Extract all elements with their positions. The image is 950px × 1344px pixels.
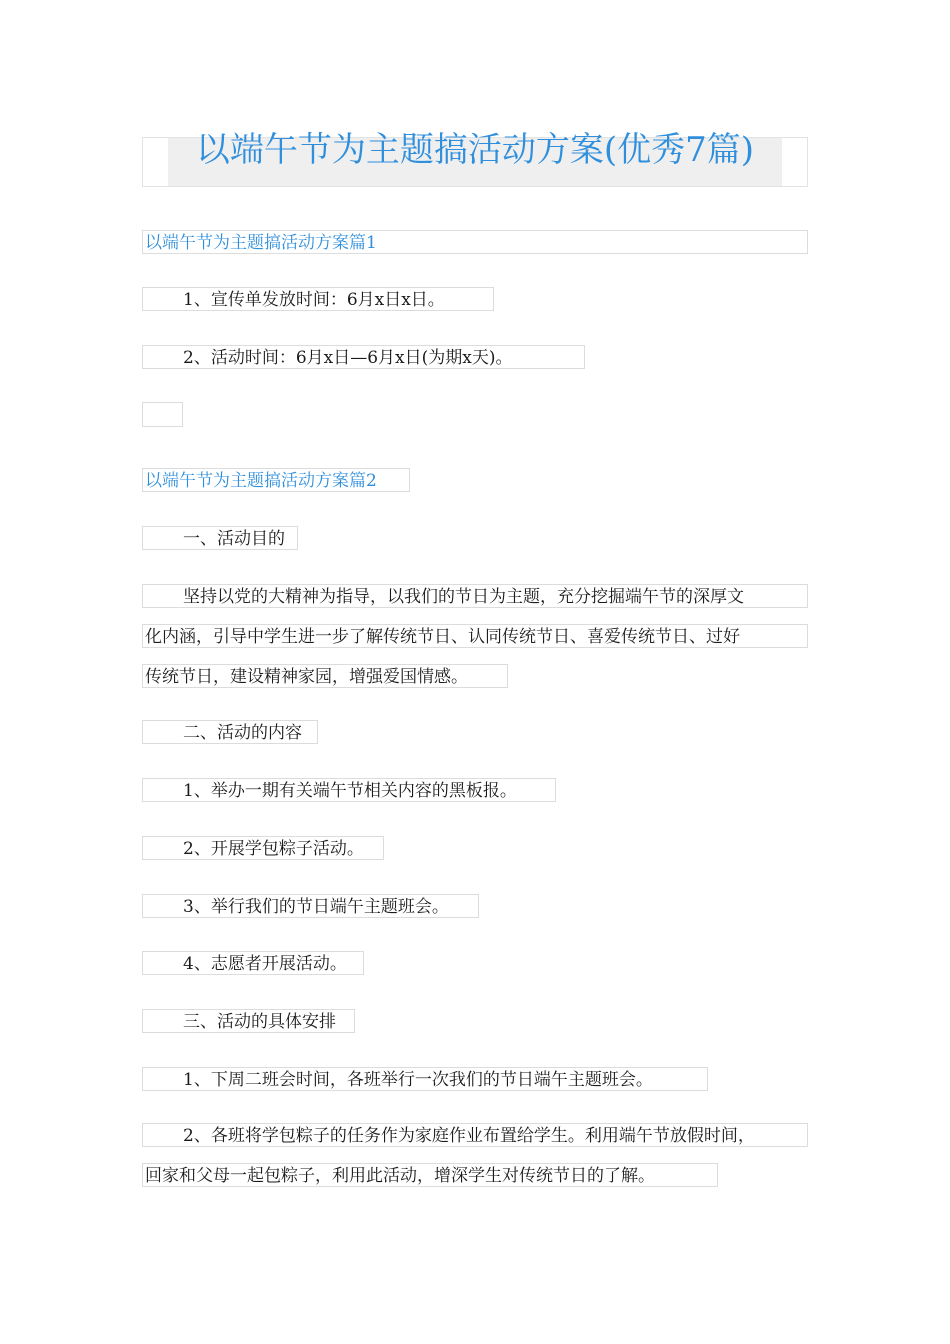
subheading: 三、活动的具体安排 [142, 1009, 355, 1033]
subheading: 一、活动目的 [142, 526, 298, 550]
list-item: 4、志愿者开展活动。 [142, 951, 364, 975]
paragraph: 传统节日，建设精神家园，增强爱国情感。 [142, 664, 508, 688]
list-item: 3、举行我们的节日端午主题班会。 [142, 894, 479, 918]
list-item: 1、下周二班会时间，各班举行一次我们的节日端午主题班会。 [142, 1067, 708, 1091]
empty-box [142, 402, 183, 427]
subheading: 二、活动的内容 [142, 720, 318, 744]
paragraph: 1、宣传单发放时间：6月x日x日。 [142, 287, 494, 311]
paragraph: 回家和父母一起包粽子，利用此活动，增深学生对传统节日的了解。 [142, 1163, 718, 1187]
list-item: 2、开展学包粽子活动。 [142, 836, 384, 860]
list-item: 1、举办一期有关端午节相关内容的黑板报。 [142, 778, 556, 802]
paragraph: 化内涵，引导中学生进一步了解传统节日、认同传统节日、喜爱传统节日、过好 [142, 624, 808, 648]
section-heading-2: 以端午节为主题搞活动方案篇2 [142, 468, 410, 492]
paragraph: 2、活动时间：6月x日—6月x日(为期x天)。 [142, 345, 585, 369]
section-heading-1: 以端午节为主题搞活动方案篇1 [142, 230, 808, 254]
paragraph: 2、各班将学包粽子的任务作为家庭作业布置给学生。利用端午节放假时间， [142, 1123, 808, 1147]
paragraph: 坚持以党的大精神为指导，以我们的节日为主题，充分挖掘端午节的深厚文 [142, 584, 808, 608]
document-title: 以端午节为主题搞活动方案(优秀7篇) [195, 130, 755, 170]
